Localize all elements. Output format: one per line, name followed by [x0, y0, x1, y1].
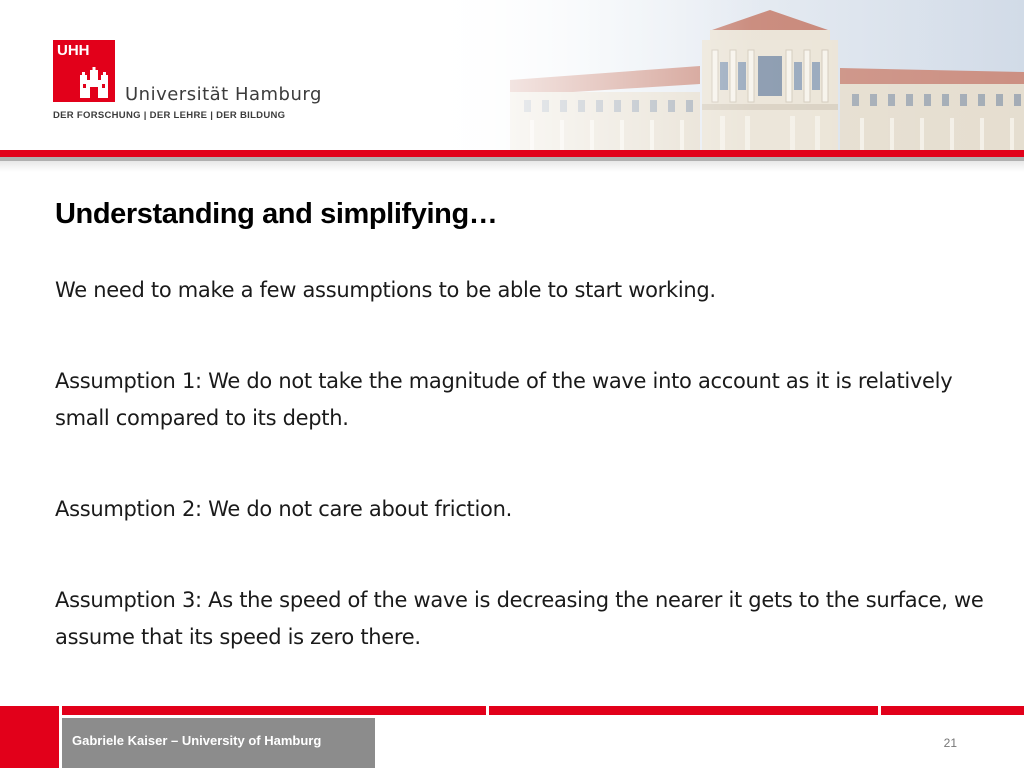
- slide-footer: [0, 706, 1024, 768]
- slide-title: Understanding and simplifying…: [55, 198, 498, 230]
- header-red-stripe: [0, 150, 1024, 157]
- footer-red-line-1: [62, 706, 486, 715]
- university-name: Universität Hamburg: [125, 84, 322, 105]
- slide-body: [55, 272, 985, 710]
- body-paragraph-assumption-2: Assumption 2: We do not care about friction.: [55, 497, 512, 521]
- hamburg-castle-icon: [77, 66, 111, 100]
- header-shadow: [0, 161, 1024, 172]
- footer-author: Gabriele Kaiser – University of Hamburg: [72, 733, 322, 748]
- body-paragraph-assumption-1: Assumption 1: We do not take the magnitude of the wave into account as it is relatively small compared to its depth.: [55, 369, 953, 430]
- footer-red-block: [0, 706, 59, 768]
- page-number: 21: [943, 736, 957, 750]
- university-motto: DER FORSCHUNG | DER LEHRE | DER BILDUNG: [53, 110, 286, 121]
- uhh-logo-mark[interactable]: [53, 40, 115, 102]
- footer-red-line-3: [881, 706, 1024, 715]
- body-paragraph-intro: We need to make a few assumptions to be able to start working.: [55, 278, 716, 302]
- main-building-photo: [420, 0, 1024, 150]
- slide-header: [0, 0, 1024, 172]
- body-paragraph-assumption-3: Assumption 3: As the speed of the wave is decreasing the nearer it gets to the surface, we assume that its speed is zero there.: [55, 588, 984, 649]
- logo-mark-text: UHH: [57, 42, 90, 59]
- footer-red-line-2: [489, 706, 878, 715]
